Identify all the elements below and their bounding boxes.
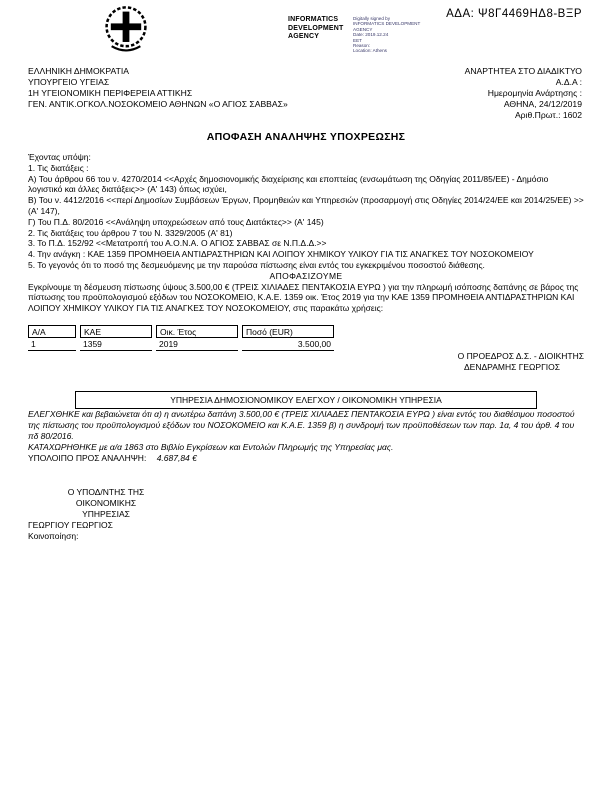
table-header-cell: Ποσό (EUR) xyxy=(242,325,334,338)
considerations-intro: Έχοντας υπόψη: xyxy=(28,152,91,162)
table-cell: 1 xyxy=(28,338,76,351)
audit-service-banner: ΥΠΗΡΕΣΙΑ ΔΗΜΟΣΙΟΝΟΜΙΚΟΥ ΕΛΕΓΧΟΥ / ΟΙΚΟΝΟΜΙΚΗ ΥΠΗΡΕΣΙΑ xyxy=(75,391,537,410)
org-line: ΕΛΛΗΝΙΚΗ ΔΗΜΟΚΡΑΤΙΑ xyxy=(28,66,129,76)
document-body xyxy=(28,152,584,541)
org-line: ΓΕΝ. ΑΝΤΙΚ.ΟΓΚΟΛ.ΝΟΣΟΚΟΜΕΙΟ ΑΘΗΝΩΝ «Ο ΑΓΙΟΣ ΣΑΒΒΑΣ» xyxy=(28,99,288,109)
president-title: Ο ΠΡΟΕΔΡΟΣ Δ.Σ. - ΔΙΟΙΚΗΤΗΣ xyxy=(457,350,584,361)
consideration-item: 5. Το γεγονός ότι το ποσό της δεσμευόμενης με την παρούσα πίστωσης είναι εντός του εγκεκριμένου ποσοστού διάθεσης. xyxy=(28,259,485,270)
commitments-table xyxy=(28,325,338,351)
digital-signature-block xyxy=(288,16,433,54)
consideration-item: 2. Τις διατάξεις του άρθρου 7 του Ν. 3329/2005 (Α' 81) xyxy=(28,227,233,238)
balance-label: ΥΠΟΛΟΙΠΟ ΠΡΟΣ ΑΝΑΛΗΨΗ: xyxy=(28,452,147,463)
audit-checked-text: ΕΛΕΓΧΘΗΚΕ και βεβαιώνεται ότι α) η ανωτέρω δαπάνη 3.500,00 € (ΤΡΕΙΣ ΧΙΛΙΑΔΕΣ ΠΕΝΤΑΚΟΣΙΑ ΕΥΡΩ ) είναι εντός του διαθέσιμου ποσοστού της πίστωσης του προϋπολογισμού εξόδων του ΝΟΣΟΚΟΜΕΙΟ και Κ.Α.Ε. 1359 β) η συνδρομή των προϋποθέσεων των παρ. 1α, 4 του άρθ. 4 του πδ 80/2016. xyxy=(28,409,575,441)
posting-line: Ημερομηνία Ανάρτησης : xyxy=(487,88,582,98)
posting-line: Α.Δ.Α : xyxy=(555,77,582,87)
signature-detail-line: INFORMATICS DEVELOPMENT AGENCY xyxy=(353,21,421,32)
consideration-item: 3. Το Π.Δ. 152/92 <<Μετατροπή του Α.Ο.Ν.Α. Ο ΑΓΙΟΣ ΣΑΒΒΑΣ σε Ν.Π.Δ.Δ.>> xyxy=(28,238,327,249)
decision-heading: ΑΠΟΦΑΣΙΖΟΥΜΕ xyxy=(269,270,343,281)
deputy-title-line: ΥΠΗΡΕΣΙΑΣ xyxy=(82,508,130,519)
consideration-item: Α) Του άρθρου 66 του ν. 4270/2014 <<Αρχές δημοσιονομικής διαχείρισης και εποπτείας (ενσωμάτωση της Οδηγίας 2011/85/ΕΕ) - Δημόσιο λογιστικό και άλλες διατάξεις>> (Α' 143) όπως ισχύει, xyxy=(28,173,549,195)
table-row xyxy=(28,338,338,351)
signature-detail-line: Location: Athens xyxy=(353,48,387,54)
posting-line: Αριθ.Πρωτ.: 1602 xyxy=(514,110,582,120)
signature-detail-line: Digitally signed by xyxy=(353,16,391,21)
greek-coat-of-arms-icon xyxy=(100,4,152,58)
table-header-cell: A/A xyxy=(28,325,76,338)
table-cell: 2019 xyxy=(156,338,238,351)
signature-agency-name: INFORMATICS DEVELOPMENT AGENCY xyxy=(288,16,344,40)
consideration-item: Γ) Του Π.Δ. 80/2016 <<Ανάληψη υποχρεώσεων από τους Διατάκτες>> (Α' 145) xyxy=(28,216,324,227)
posting-line: ΑΝΑΡΤΗΤΕΑ ΣΤΟ ΔΙΑΔΙΚΤΥΟ xyxy=(464,66,582,76)
notification-label: Κοινοποίηση: xyxy=(28,530,79,541)
signature-detail-line: EET xyxy=(353,37,362,43)
balance-line xyxy=(28,453,584,464)
audit-registered-text: ΚΑΤΑΧΩΡΗΘΗΚΕ με α/α 1863 στο Βιβλίο Εγκρίσεων και Εντολών Πληρωμής της Υπηρεσίας μας. xyxy=(28,441,394,452)
signature-details xyxy=(353,16,433,54)
table-header-row xyxy=(28,325,338,338)
org-line: 1Η ΥΓΕΙΟΝΟΜΙΚΗ ΠΕΡΙΦΕΡΕΙΑ ΑΤΤΙΚΗΣ xyxy=(28,88,193,98)
posting-line: ΑΘΗΝΑ, 24/12/2019 xyxy=(503,99,582,109)
table-header-cell: ΚΑΕ xyxy=(80,325,152,338)
consideration-item: 1. Τις διατάξεις : xyxy=(28,162,89,173)
deputy-director-title xyxy=(40,487,172,519)
president-name: ΔΕΝΔΡΑΜΗΣ ΓΕΩΡΓΙΟΣ xyxy=(464,361,560,372)
posting-header xyxy=(465,66,582,121)
deputy-title-line: Ο ΥΠΟΔ/ΝΤΗΣ ΤΗΣ ΟΙΚΟΝΟΜΙΚΗΣ xyxy=(67,487,145,509)
table-cell: 3.500,00 xyxy=(242,338,334,351)
ada-code: ΑΔΑ: Ψ8Γ4469ΗΔ8-ΒΞΡ xyxy=(446,8,582,20)
table-cell: 1359 xyxy=(80,338,152,351)
organization-header xyxy=(28,66,288,110)
decision-paragraph: Εγκρίνουμε τη δέσμευση πίστωσης ύψους 3.500,00 € (ΤΡΕΙΣ ΧΙΛΙΑΔΕΣ ΠΕΝΤΑΚΟΣΙΑ ΕΥΡΩ ) για την πληρωμή ισόποσης δαπάνης σε βάρος της πίστωσης του προϋπολογισμού εξόδων του ΝΟΣΟΚΟΜΕΙΟ, Κ.Α.Ε. 1359 οικ. Έτος 2019 για την ΚΑΕ 1359 ΠΡΟΜΗΘΕΙΑ ΑΝΤΙΔΡΑΣΤΗΡΙΩΝ ΚΑΙ ΛΟΙΠΟΥ ΧΗΜΙΚΟΥ ΥΛΙΚΟΥ ΓΙΑ ΤΙΣ ΑΝΑΓΚΕΣ ΤΟΥ ΝΟΣΟΚΟΜΕΙΟΥ, στις παρακάτω χρήσεις: xyxy=(28,281,579,314)
document-title: ΑΠΟΦΑΣΗ ΑΝΑΛΗΨΗΣ ΥΠΟΧΡΕΩΣΗΣ xyxy=(206,131,406,143)
balance-value: 4.687,84 € xyxy=(156,452,197,463)
signature-detail-line: Date: 2019.12.24 xyxy=(353,32,389,38)
consideration-item: Β) Του ν. 4412/2016 <<περί Δημοσίων Συμβάσεων Έργων, Προμηθειών και Υπηρεσιών (προσαρμογή στις Οδηγίες 2014/24/ΕΕ και 2014/25/ΕΕ) >> (Α' 147), xyxy=(28,195,584,216)
deputy-director-name: ΓΕΩΡΓΙΟΥ ΓΕΩΡΓΙΟΣ xyxy=(28,519,113,530)
signature-detail-line: Reason: xyxy=(353,43,371,49)
table-header-cell: Οικ. Έτος xyxy=(156,325,238,338)
org-line: ΥΠΟΥΡΓΕΙΟ ΥΓΕΙΑΣ xyxy=(28,77,110,87)
consideration-item: 4. Την ανάγκη : ΚΑΕ 1359 ΠΡΟΜΗΘΕΙΑ ΑΝΤΙΔΡΑΣΤΗΡΙΩΝ ΚΑΙ ΛΟΙΠΟΥ ΧΗΜΙΚΟΥ ΥΛΙΚΟΥ ΓΙΑ ΤΙΣ ΑΝΑΓΚΕΣ ΤΟΥ ΝΟΣΟΚΟΜΕΙΟΥ xyxy=(28,249,534,260)
